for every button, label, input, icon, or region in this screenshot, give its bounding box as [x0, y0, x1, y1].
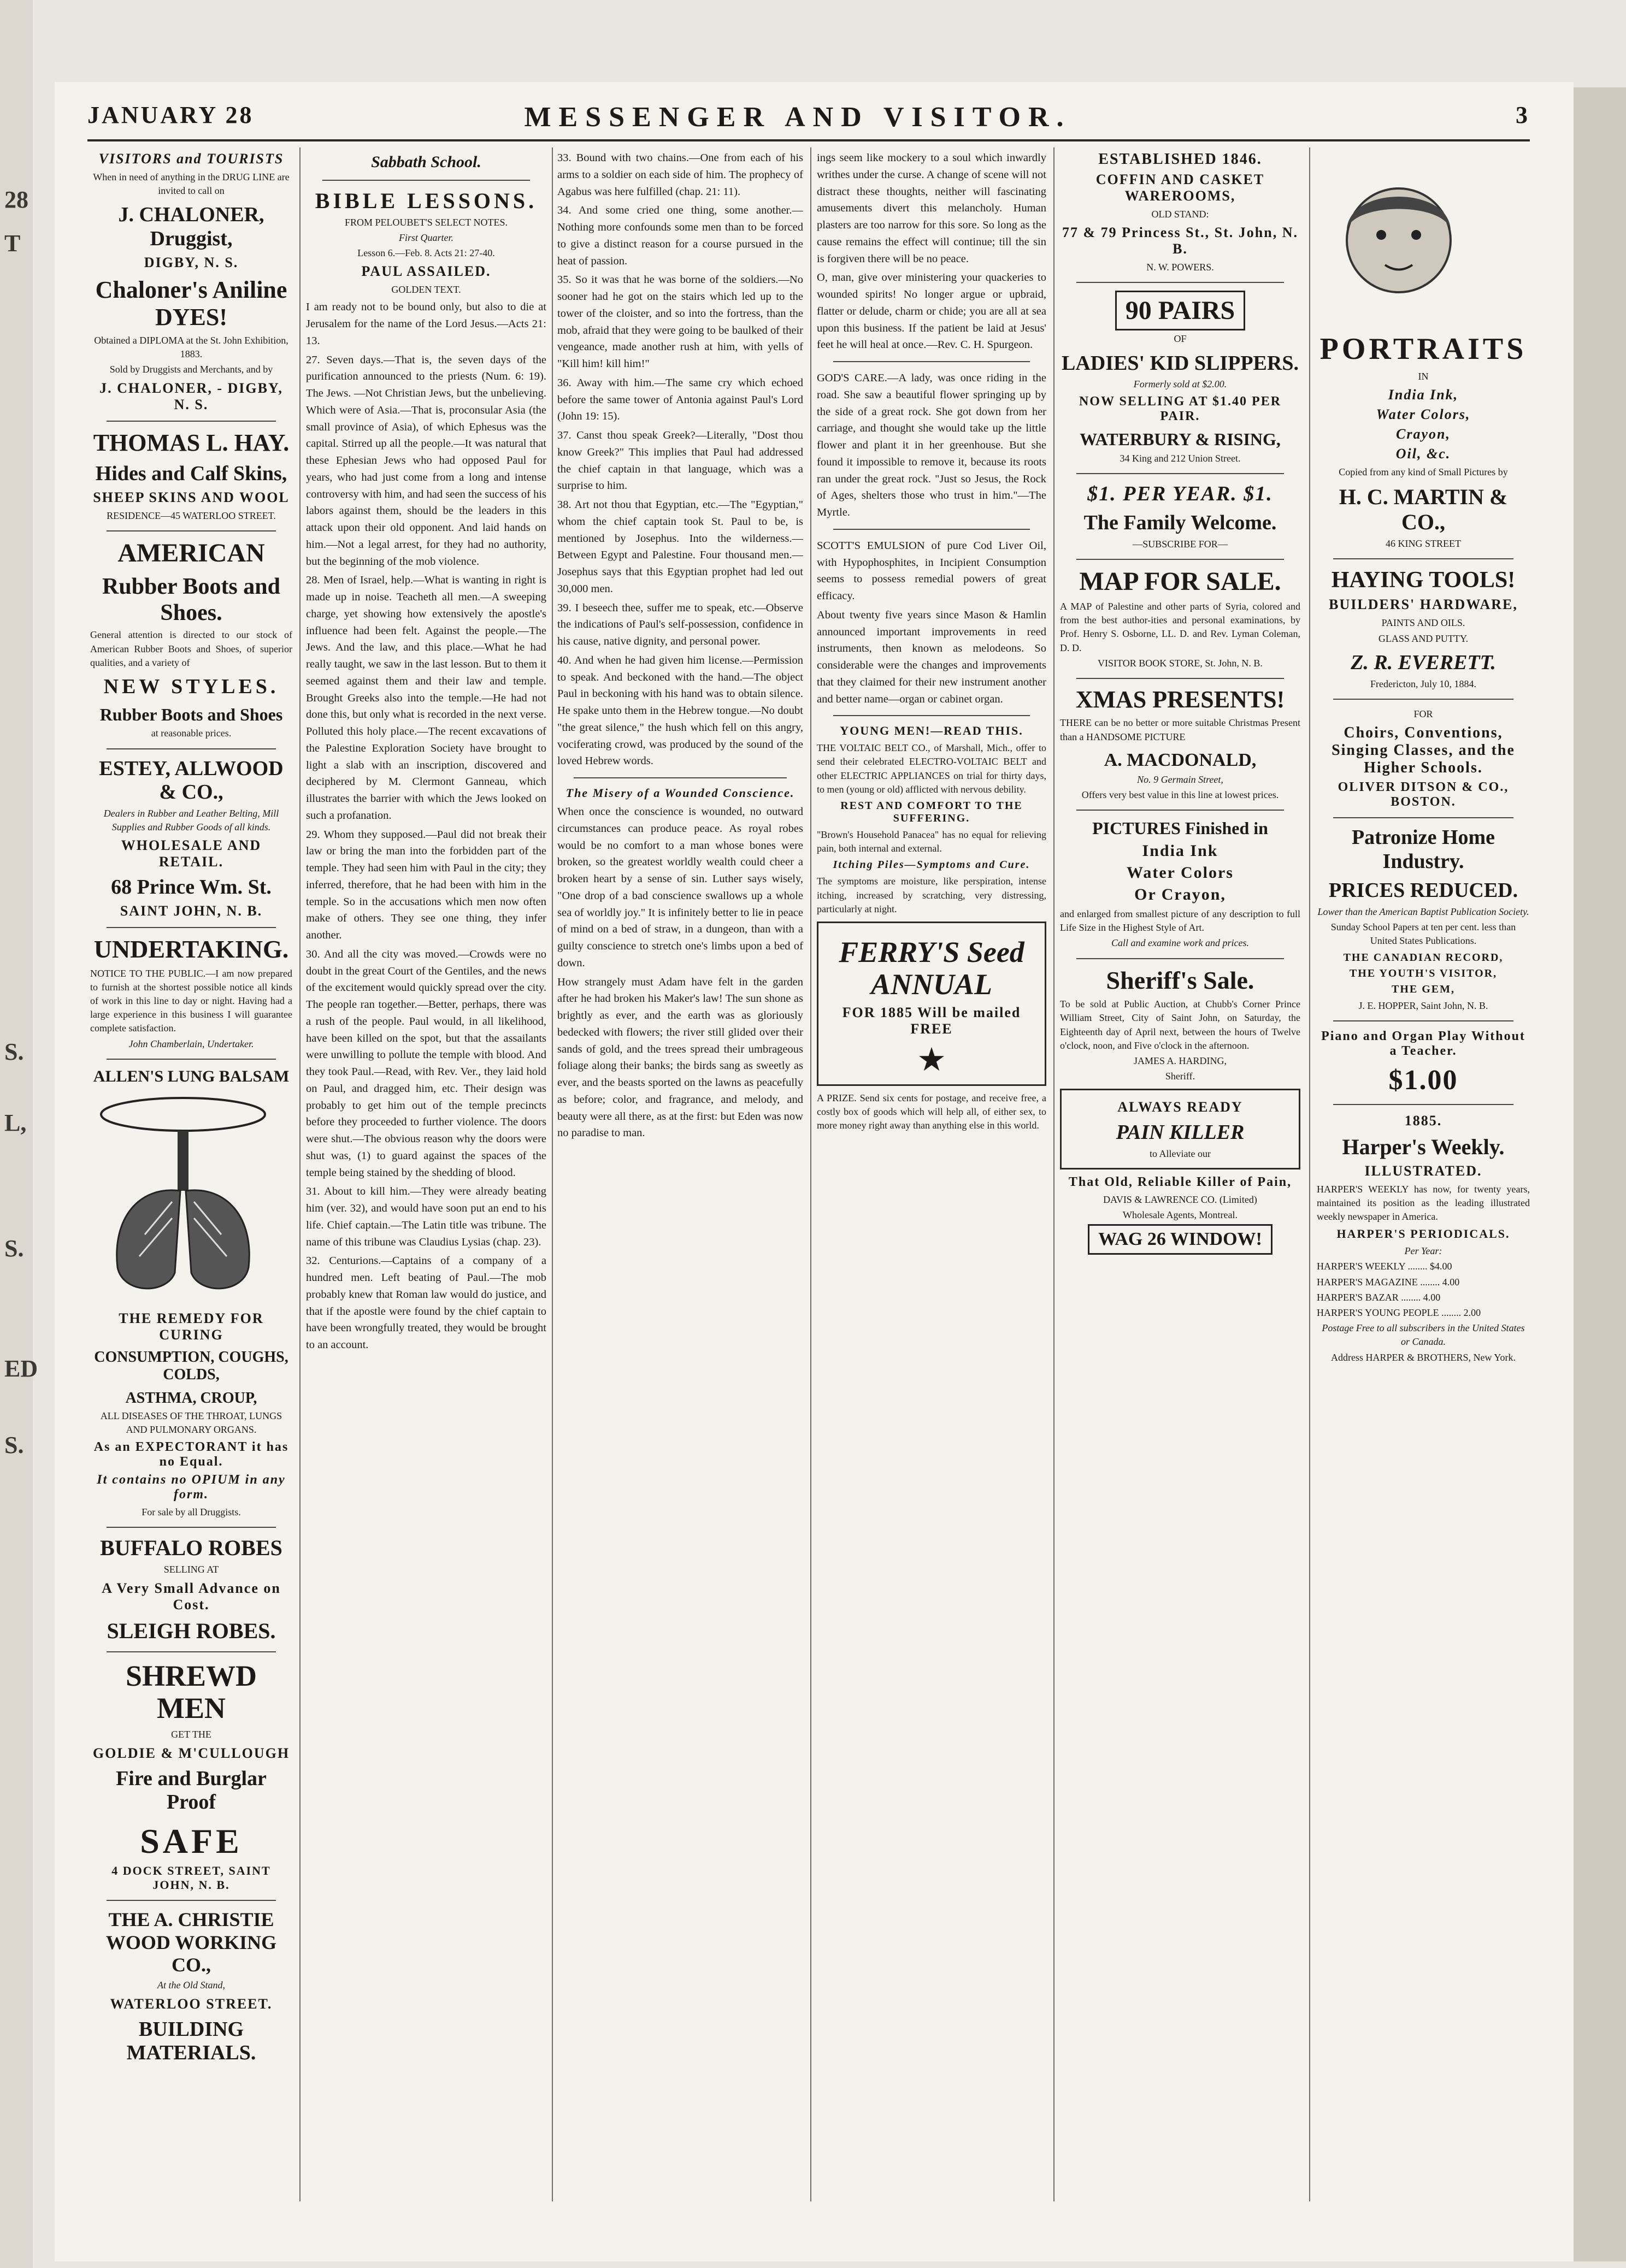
- ad-heading: OLIVER DITSON & CO., BOSTON.: [1338, 779, 1509, 809]
- ad-text: THE YOUTH'S VISITOR,: [1349, 967, 1498, 979]
- paper-title: MESSENGER AND VISITOR.: [524, 102, 1071, 133]
- ad-heading: Z. R. EVERETT.: [1351, 651, 1496, 674]
- ad-text: Water Colors: [1127, 864, 1234, 882]
- ad-heading: Chaloner's Aniline DYES!: [95, 276, 287, 331]
- pain-killer-ad: [1060, 1089, 1300, 1170]
- ad-heading: SAFE: [140, 1821, 243, 1861]
- ad-text: OF: [1174, 333, 1187, 345]
- divider: [1076, 810, 1284, 811]
- column-rule: [552, 147, 553, 2201]
- masthead-rule: [87, 139, 1530, 141]
- ad-text: PAINTS AND OILS.: [1381, 617, 1465, 629]
- ad-heading: A. MACDONALD,: [1104, 749, 1257, 770]
- ad-text: WHOLESALE AND RETAIL.: [121, 837, 262, 870]
- ad-text: and enlarged from smallest picture of any description to full Life Size in the Highest Style of Art.: [1060, 908, 1300, 934]
- ad-text: Dealers in Rubber and Leather Belting, Mill Supplies and Rubber Goods of all kinds.: [103, 807, 279, 833]
- ad-heading: Itching Piles—Symptoms and Cure.: [833, 859, 1030, 871]
- ad-heading: XMAS PRESENTS!: [1075, 686, 1285, 713]
- edge-fragment: 28: [4, 186, 28, 213]
- ad-heading: ESTABLISHED 1846.: [1098, 151, 1262, 168]
- article-paragraph: ings seem like mockery to a soul which inwardly writhes under the curse. A change of scene will not distract these thoughts, neither will fascinating amusements divert this melancholy. Human plasters are too narrow for this sore. So long as the cause remains the effect will continue; till the sin is forgiven there will be no peace.: [817, 152, 1046, 265]
- ad-text: Sold by Druggists and Merchants, and by: [109, 364, 273, 375]
- divider: [1333, 699, 1513, 700]
- ad-heading: PICTURES Finished in: [1092, 818, 1268, 838]
- divider: [107, 1900, 276, 1901]
- edge-fragment: T: [4, 230, 21, 257]
- ad-heading: NEW STYLES.: [103, 675, 279, 698]
- ad-heading: $1. PER YEAR. $1.: [1087, 482, 1273, 506]
- ad-text: 34 King and 212 Union Street.: [1120, 453, 1241, 464]
- issue-date: JANUARY 28: [87, 102, 254, 128]
- ad-heading: Sheriff's Sale.: [1106, 966, 1254, 994]
- ad-text: Or Crayon,: [1134, 885, 1226, 904]
- ad-heading: AMERICAN: [117, 538, 265, 568]
- ad-heading: Piano and Organ Play Without a Teacher.: [1321, 1029, 1525, 1058]
- ad-text: Postage Free to all subscribers in the United States or Canada.: [1322, 1322, 1525, 1348]
- divider: [107, 1527, 276, 1528]
- ad-text: A Very Small Advance on Cost.: [102, 1580, 281, 1613]
- lungs-illustration-icon: [90, 1092, 276, 1300]
- ad-text: GOLDIE & M'CULLOUGH: [92, 1745, 290, 1761]
- ad-heading: Patronize Home Industry.: [1351, 825, 1495, 873]
- divider: [107, 1651, 276, 1652]
- edge-fragment: S.: [4, 1432, 24, 1458]
- divider: [107, 748, 276, 749]
- ad-text: Oil, &c.: [1395, 445, 1451, 462]
- price-row: HARPER'S WEEKLY ........ $4.00: [1317, 1261, 1452, 1272]
- column-rule: [810, 147, 811, 2201]
- article-paragraph: About twenty five years since Mason & Hamlin announced important improvements in reed instruments, then known as melodeons. So considerable were the changes and improvements that they claimed for their new instrument another and better name—organ or cabinet organ.: [817, 609, 1046, 705]
- article-paragraph: 32. Centurions.—Captains of a company of a hundred men. Left beating of Paul.—The mob probably knew that Roman law would do justice, and that if the apostle were found by the chief captain to have been wrongfully treated, they would be brought to an account.: [306, 1255, 546, 1351]
- ad-text: The symptoms are moisture, like perspiration, intense itching, increased by scratching, very distressing, particularly at night.: [817, 876, 1046, 914]
- article-paragraph: When once the conscience is wounded, no outward circumstances can produce peace. As royal robes would be no comfort to a man whose bones were broken, so the greatest worldly wealth could cheer a broken heart by a sense of sin. Luther says wisely, "One drop of a bad conscience swallows up a whole sea of worldly joy." It is infinitely better to lie in peace of mind on a bed of straw, in a dungeon, than with a guilty conscience to stretch one's limbs upon a bed of down.: [557, 806, 803, 969]
- article-heading: The Misery of a Wounded Conscience.: [565, 786, 795, 800]
- ad-text: Wholesale Agents, Montreal.: [1123, 1209, 1238, 1221]
- ad-heading: ESTEY, ALLWOOD & CO.,: [99, 757, 284, 804]
- ad-text: SAINT JOHN, N. B.: [120, 903, 263, 919]
- ad-text: 4 DOCK STREET, SAINT JOHN, N. B.: [111, 1864, 271, 1892]
- ferry-seed-ad: [817, 922, 1046, 1086]
- article-paragraph: How strangely must Adam have felt in the garden after he had broken his Maker's law! The sun shone as brightly as ever, and the earth was as gloriously bedecked with flowers; the river still glided over their sands of gold, and the trees spread their umbrageous foliage along their banks; the birds sang as sweetly as ever, and the beasts sported on the lawns as peacefully as before; color, and fragrance, and melody, and beauty were all there, as at the first: but Eden was now no paradise to man.: [557, 976, 803, 1139]
- ad-text: To be sold at Public Auction, at Chubb's Corner Prince William Street, City of Saint John, on Saturday, the Eighteenth day of April next, between the hours of Twelve o'clock, noon, and Five o'clock in the afternoon.: [1060, 999, 1300, 1051]
- ad-text: ILLUSTRATED.: [1364, 1162, 1482, 1179]
- ad-text: 1885.: [1404, 1112, 1442, 1129]
- ad-text: RESIDENCE—45 WATERLOO STREET.: [107, 510, 276, 521]
- ad-text: J. E. HOPPER, Saint John, N. B.: [1358, 1000, 1488, 1011]
- ad-text: SHEEP SKINS AND WOOL: [93, 489, 290, 505]
- article-paragraph: 30. And all the city was moved.—Crowds were no doubt in the great Court of the Gentiles, and the news of the excitement would quickly spread over the city. The people ran together.—Better, perhaps, there was a rush of the people. Paul would, in all likelihood, have been killed on the spot, but that the assailants were unwilling to pollute the temple with blood. And they took Paul.—Read, with Rev. Ver., they laid hold on Paul, and dragged him, etc. Their design was probably to get him out of the temple precincts before they proceeded to further violence. The doors were shut.—The obvious reason why the doors were shut was, (1) to guard against the spaces of the temple being stained by the shedding of blood.: [306, 948, 546, 1179]
- article-paragraph: 36. Away with him.—The same cry which echoed before the same tower of Antonia against Paul's Lord (John 19: 15).: [557, 376, 803, 423]
- ad-text: A MAP of Palestine and other parts of Syria, colored and from the best author-ities and personal examinations, by Prof. Henry S. Osborne, LL. D. and Rev. Lyman Coleman, D. D.: [1060, 601, 1300, 653]
- article-paragraph: GOD'S CARE.—A lady, was once riding in the road. She saw a beautiful flower springing up by the side of a great rock. She got down from her carriage, and thought she would take up the little flower and plant it in her greenhouse. But she found it impossible to remove it, because its roots ran under the great rock. "Just so Jesus, the Rock of Ages, shelters those who trust in him."—The Myrtle.: [817, 372, 1046, 518]
- ad-text: NOTICE TO THE PUBLIC.—I am now prepared to furnish at the shortest possible notice all kinds of work in this line to day or night. Having had a large experience in this business I will guarantee complete satisfaction.: [90, 967, 292, 1034]
- ad-text: at reasonable prices.: [151, 728, 232, 739]
- golden-text: I am ready not to be bound only, but also to die at Jerusalem for the name of the Lord Jesus.—Acts 21: 13.: [306, 301, 546, 347]
- ad-text: THE CANADIAN RECORD,: [1343, 951, 1504, 964]
- divider: [107, 927, 276, 928]
- star-icon: ★: [917, 1041, 946, 1078]
- masthead: [87, 101, 1530, 139]
- ad-heading: Rubber Boots and Shoes: [99, 704, 283, 724]
- ad-text: IN: [1418, 370, 1429, 382]
- ad-heading: BUFFALO ROBES: [100, 1535, 282, 1561]
- ad-heading: Choirs, Conventions, Singing Classes, and the Higher Schools.: [1332, 724, 1515, 776]
- ad-heading: BUILDING MATERIALS.: [126, 2017, 256, 2065]
- column-rule: [1309, 147, 1310, 2201]
- ad-text: Sheriff.: [1165, 1071, 1195, 1082]
- ad-text: OLD STAND:: [1151, 209, 1209, 220]
- article-paragraph: 31. About to kill him.—They were already beating him (ver. 32), and would have soon put an end to his life. Chief captain.—The Latin title was tribune. The name of this tribune was Claudius Lysias (chap. 23).: [306, 1185, 546, 1248]
- ad-text: India Ink,: [1388, 386, 1459, 403]
- ad-text: Sunday School Papers at ten per cent. less than United States Publications.: [1330, 922, 1516, 947]
- ad-heading: ALLEN'S LUNG BALSAM: [93, 1067, 290, 1085]
- ad-text: to Alleviate our: [1150, 1148, 1211, 1160]
- ad-heading: PORTRAITS: [1319, 332, 1527, 366]
- price-row: HARPER'S YOUNG PEOPLE ........ 2.00: [1317, 1307, 1481, 1319]
- ad-heading: Harper's Weekly.: [1342, 1134, 1505, 1159]
- ad-text: Lower than the American Baptist Publication Society.: [1317, 906, 1529, 917]
- section-heading: Sabbath School.: [371, 153, 481, 171]
- ad-text: Water Colors,: [1376, 406, 1471, 422]
- ad-heading: $1.00: [1388, 1064, 1458, 1096]
- ad-text: N. W. POWERS.: [1146, 262, 1214, 273]
- ad-text: Formerly sold at $2.00.: [1133, 379, 1227, 390]
- ad-text: Fredericton, July 10, 1884.: [1370, 678, 1476, 689]
- divider: [1076, 958, 1284, 959]
- ad-text: BUILDERS' HARDWARE,: [1329, 596, 1518, 613]
- divider: [574, 777, 787, 778]
- lesson-heading: PAUL ASSAILED.: [361, 263, 491, 280]
- ad-text: 77 & 79 Princess St., St. John, N. B.: [1062, 225, 1298, 257]
- ad-text: A PRIZE. Send six cents for postage, and receive free, a costly box of goods which will help all, of either sex, to more money right away than anything else in this world.: [817, 1092, 1046, 1131]
- column-miscellany: [817, 147, 1046, 2201]
- column-advertisements-center: [1060, 147, 1300, 2201]
- ad-text: At the Old Stand,: [157, 1980, 225, 1991]
- ad-text: It contains no OPIUM in any form.: [97, 1473, 286, 1502]
- ad-heading: YOUNG MEN!—READ THIS.: [840, 724, 1023, 738]
- article-paragraph: O, man, give over ministering your quackeries to wounded spirits! No longer argue or upbraid, flatter or delude, charm or chide; you are all at sea upon this business. If the patient be laid at Jesus' feet he will heal at once.—Rev. C. H. Spurgeon.: [817, 271, 1046, 351]
- ad-heading: WAG 26 WINDOW!: [1088, 1224, 1272, 1255]
- edge-fragment: S.: [4, 1038, 24, 1065]
- page-number: 3: [1516, 102, 1530, 128]
- ad-text: THERE can be no better or more suitable Christmas Present than a HANDSOME PICTURE: [1060, 717, 1300, 742]
- article-paragraph: 38. Art not thou that Egyptian, etc.—The "Egyptian," whom the chief captain took St. Paul to be, is mentioned by Josephus. Into the wilderness.—Between Egypt and Palestine. Four thousand men.—Josephus says that this Egyptian prophet had led out 30,000 men.: [557, 499, 803, 595]
- ad-heading: SLEIGH ROBES.: [107, 1618, 276, 1643]
- ad-heading: MAP FOR SALE.: [1079, 567, 1281, 596]
- ad-heading: FERRY'S Seed ANNUAL: [839, 935, 1024, 1001]
- adjacent-page-edge: [0, 0, 38, 2268]
- ad-text: 46 KING STREET: [1386, 538, 1461, 549]
- ad-heading: PAIN KILLER: [1116, 1121, 1245, 1144]
- ad-heading: UNDERTAKING.: [93, 935, 289, 964]
- ad-heading: LADIES' KID SLIPPERS.: [1062, 351, 1299, 375]
- divider: [1076, 473, 1284, 474]
- ad-text: Obtained a DIPLOMA at the St. John Exhibition, 1883.: [94, 334, 288, 360]
- divider: [107, 1059, 276, 1060]
- ad-heading: That Old, Reliable Killer of Pain,: [1068, 1175, 1292, 1190]
- article-paragraph: 39. I beseech thee, suffer me to speak, etc.—Observe the indications of Paul's self-possession, confidence in his cause, native dignity, and personal power.: [557, 601, 803, 647]
- ad-text: THE VOLTAIC BELT CO., of Marshall, Mich., offer to send their celebrated ELECTRO-VOLTAIC BELT and other ELECTRIC APPLIANCES on trial for thirty days, to men (young or old) afflicted with nervous debility.: [817, 742, 1046, 795]
- ad-heading: J. CHALONER, Druggist,: [118, 203, 264, 251]
- article-paragraph: 28. Men of Israel, help.—What is wanting in right is made up in noise. Teacheth all men.—A sweeping charge, yet showing how extensively the apostle's influence had been felt. Against the people.—The Jews. And the law, and this place.—What he had really taught, we saw in the last lesson. But to them it seemed against them and their law and temple. Brought Greeks also into the temple.—He had not done this, but only what is recorded in the next verse. Polluted this holy place.—The recent excavations of the Palestine Exploration Society have brought to light a slab with an inscription, discovered and deciphered by M. Clermont Ganneau, which illustrates the barrier with which the Jews looked on such a profanation.: [306, 574, 546, 822]
- ad-text: Per Year:: [1404, 1245, 1442, 1257]
- ad-heading: Hides and Calf Skins,: [95, 462, 287, 486]
- ad-heading: ALWAYS READY: [1117, 1099, 1243, 1115]
- price-row: HARPER'S MAGAZINE ........ 4.00: [1317, 1276, 1460, 1287]
- divider: [107, 530, 276, 531]
- ad-text: Crayon,: [1396, 426, 1451, 442]
- article-paragraph: 35. So it was that he was borne of the soldiers.—No sooner had he got on the stairs which led up to the tower of the cloister, and so into the fortress, than the mob, afraid that they were going to be baulked of their vengeance, made another rush at him, with yells of "Kill him! kill him!": [557, 274, 803, 370]
- ad-text: As an EXPECTORANT it has no Equal.: [93, 1440, 289, 1469]
- edge-fragment: S.: [4, 1235, 24, 1262]
- article-paragraph: 34. And some cried one thing, some another.—Nothing more confounds some men than to be forced to give a distinct reason for a course pursued in the heat of passion.: [557, 204, 803, 267]
- price-row: HARPER'S BAZAR ........ 4.00: [1317, 1291, 1441, 1303]
- ad-text: DIGBY, N. S.: [144, 254, 239, 270]
- ad-heading: NOW SELLING AT $1.40 PER PAIR.: [1079, 394, 1282, 424]
- ad-text: SELLING AT: [163, 1564, 219, 1575]
- ad-text: THE REMEDY FOR CURING: [119, 1310, 264, 1343]
- ad-heading: 90 PAIRS: [1115, 291, 1245, 330]
- ad-heading: The Family Welcome.: [1083, 511, 1277, 535]
- page-shadow: [1571, 87, 1626, 2261]
- divider: [1076, 559, 1284, 560]
- ad-text: GET THE: [171, 1729, 211, 1740]
- column-advertisements-left: [90, 147, 292, 2201]
- divider: [1076, 282, 1284, 283]
- ad-text: FOR: [1413, 708, 1433, 719]
- divider: [1333, 1020, 1513, 1021]
- ad-text: For sale by all Druggists.: [142, 1507, 241, 1518]
- divider: [107, 421, 276, 422]
- ad-text: THE GEM,: [1391, 983, 1455, 995]
- column-rule: [1053, 147, 1054, 2201]
- ad-text: Address HARPER & BROTHERS, New York.: [1330, 1351, 1516, 1363]
- divider: [833, 715, 1030, 716]
- divider: [833, 529, 1030, 530]
- divider: [1076, 678, 1284, 679]
- divider: [1333, 1104, 1513, 1105]
- ad-text: "Brown's Household Panacea" has no equal for relieving pain, both internal and external.: [817, 829, 1046, 854]
- ad-heading: ASTHMA, CROUP,: [125, 1389, 257, 1407]
- lesson-source: FROM PELOUBET'S SELECT NOTES.: [345, 216, 508, 228]
- lesson-reference: Lesson 6.—Feb. 8. Acts 21: 27-40.: [357, 247, 495, 258]
- ad-heading: Fire and Burglar Proof: [116, 1767, 267, 1814]
- ad-text: India Ink: [1142, 842, 1218, 860]
- ad-heading: Rubber Boots and Shoes.: [102, 574, 280, 626]
- ad-heading: THE A. CHRISTIE WOOD WORKING CO.,: [105, 1909, 277, 1976]
- ad-text: HARPER'S WEEKLY has now, for twenty years, maintained its position as the leading illustrated weekly newspaper in America.: [1317, 1183, 1530, 1222]
- ad-heading: 68 Prince Wm. St.: [111, 876, 272, 899]
- divider: [1333, 817, 1513, 818]
- portrait-illustration-icon: [1317, 153, 1481, 317]
- ad-text: Copied from any kind of Small Pictures by: [1339, 466, 1508, 477]
- ad-heading: PRICES REDUCED.: [1328, 879, 1518, 902]
- ad-heading: WATERBURY & RISING,: [1080, 429, 1281, 450]
- article-paragraph: 27. Seven days.—That is, the seven days of the purification announced to the priests (Num. 6: 19). The Jews. —Not Christian Jews, but the unbelieving. Which were of Asia.—That is, proconsular Asia (the small province of Asia), of which Ephesus was the capital. Stirred up all the people.—It was natural that these Ephesian Jews who had opposed Paul for years, who had just come from a long and intense controversy with him, and had seen the success of his labors against them, should be the leaders in this attack upon their old opponent. And laid hands on him.—Not a legal arrest, for they had no authority, but the beginning of the mob violence.: [306, 353, 546, 568]
- article-paragraph: SCOTT'S EMULSION of pure Cod Liver Oil, with Hypophosphites, in Incipient Consumption seems to possess remedial powers of great efficacy.: [817, 539, 1046, 602]
- ad-text: WATERLOO STREET.: [110, 1995, 273, 2012]
- article-paragraph: 29. Whom they supposed.—Paul did not break their law or bring the man into the forbidden part of the temple. They had seen him with Paul in the city; they inferred, therefore, that he had been with him in the temple. So in the accusations which men now often make of others. They see one thing, they infer another.: [306, 828, 546, 941]
- column-lesson-continued: [557, 147, 803, 2201]
- column-rule: [299, 147, 301, 2201]
- column-advertisements-right: [1317, 147, 1530, 2201]
- golden-text-label: GOLDEN TEXT.: [391, 284, 461, 296]
- ad-heading: THOMAS L. HAY.: [93, 429, 290, 456]
- ad-text: General attention is directed to our stock of American Rubber Boots and Shoes, of superior qualities, and a variety of: [90, 629, 292, 668]
- ad-text: FOR 1885 Will be mailed FREE: [842, 1004, 1021, 1037]
- ad-text: John Chamberlain, Undertaker.: [128, 1038, 254, 1049]
- ad-text: GLASS AND PUTTY.: [1378, 633, 1469, 644]
- ad-heading: SHREWD MEN: [125, 1659, 257, 1724]
- ad-heading: CONSUMPTION, COUGHS, COLDS,: [94, 1349, 288, 1384]
- ad-text: VISITOR BOOK STORE, St. John, N. B.: [1098, 657, 1263, 669]
- divider: [322, 180, 530, 181]
- ad-heading: HARPER'S PERIODICALS.: [1336, 1227, 1510, 1241]
- lesson-title: BIBLE LESSONS.: [315, 188, 538, 213]
- ad-heading: HAYING TOOLS!: [1331, 568, 1516, 593]
- ad-text: Offers very best value in this line at lowest prices.: [1081, 789, 1279, 801]
- edge-fragment: L,: [4, 1109, 27, 1136]
- article-paragraph: 40. And when he had given him license.—Permission to speak. And beckoned with the hand.—The object Paul in beckoning with his hand was to obtain silence. He spake unto them in the Hebrew tongue.—No doubt "the great silence," the hush which fell on this angry, vociferating crowd, was produced by the sound of the loved Hebrew words.: [557, 654, 803, 767]
- article-paragraph: 37. Canst thou speak Greek?—Literally, "Dost thou know Greek?" This implies that Paul had addressed the chief captain in that language, which was a surprise to him.: [557, 429, 803, 492]
- ad-heading: VISITORS and TOURISTS: [98, 151, 284, 167]
- ad-text: When in need of anything in the DRUG LINE are invited to call on: [93, 172, 290, 197]
- ad-text: ALL DISEASES OF THE THROAT, LUNGS AND PULMONARY ORGANS.: [100, 1410, 282, 1435]
- edge-fragment: ED: [4, 1355, 38, 1382]
- ad-text: J. CHALONER, - DIGBY, N. S.: [99, 380, 283, 412]
- ad-text: Call and examine work and prices.: [1111, 937, 1249, 949]
- ad-text: DAVIS & LAWRENCE CO. (Limited): [1103, 1194, 1257, 1206]
- divider: [1333, 558, 1513, 559]
- ad-text: No. 9 Germain Street,: [1137, 773, 1223, 785]
- ad-heading: COFFIN AND CASKET WAREROOMS,: [1095, 172, 1265, 204]
- ad-text: JAMES A. HARDING,: [1133, 1055, 1227, 1066]
- column-sabbath-school: [306, 147, 546, 2201]
- divider: [833, 361, 1030, 362]
- ad-heading: REST AND COMFORT TO THE SUFFERING.: [840, 800, 1023, 824]
- lesson-quarter: First Quarter.: [398, 232, 453, 243]
- ad-heading: H. C. MARTIN & CO.,: [1339, 484, 1508, 534]
- article-paragraph: 33. Bound with two chains.—One from each of his arms to a soldier on each side of him. The prophecy of Agabus was here fulfilled (chap. 21: 11).: [557, 152, 803, 198]
- ad-text: —SUBSCRIBE FOR—: [1133, 539, 1228, 550]
